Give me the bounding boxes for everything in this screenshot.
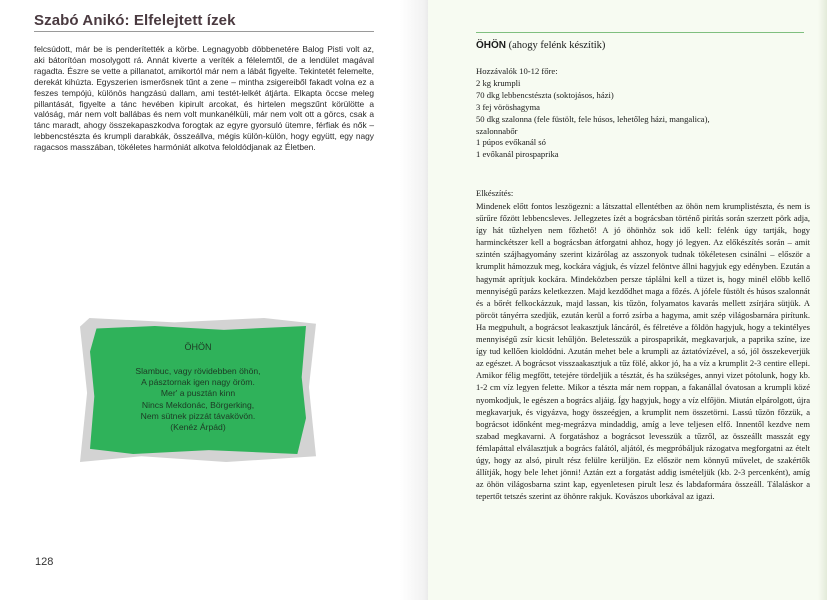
ingredient-item: 1 púpos evőkanál só xyxy=(476,137,546,148)
recipe-subtitle: (ahogy felénk készítik) xyxy=(506,40,606,51)
ingredient-item: 2 kg krumpli xyxy=(476,77,521,88)
poem-line: Mer' a pusztán kinn xyxy=(160,388,236,399)
ingredient-item: 50 dkg szalonna (fele füstölt, fele húsos, lehetőleg házi, mangalica), xyxy=(476,113,710,124)
ingredients-list xyxy=(476,66,810,161)
ingredient-item: 3 fej vöröshagyma xyxy=(476,101,540,112)
method-heading: Elkészítés: xyxy=(476,188,514,198)
page-number: 128 xyxy=(35,556,54,568)
recipe-name: ÖHÖN xyxy=(476,40,506,51)
story-paragraph: felcsúdott, már be is penderítették a körbe. Legnagyobb döbbenetére Balog Pisti volt az, aki bátorítóan mosolygott rá. Annát kiverte a veríték a félelemtől, de a lendület magával ragadta. Észre se vette a pillanatot, amikortól már nem a lábát figyelte. Tekintetét felemelte, derekát kihúzta. Egyszerien ismerősnek tűnt a zene – mintha zsigereiből fakadt volna ez a feszes tempójú, különös hangzású dallam, ami testét-lelkét átjárta. Elkapta öccse meleg pillantását, figyelte a tánc hevében kipirult arcokat, és hirtelen megszűnt körülötte a valóság, már nem volt ballábas és nem volt munkanélküli, már nem volt ott a görcs, csak a tánc maradt, ahogy összekapaszkodva forogtak az egyre gyorsuló ütemre, férfiak és nők – lebbencstészta és krumpli darabkák, összeállva, mégis külön-külön, hogy együtt, egy nagy ragacsos masszában, tökéletes harmóniát alkotva feloldódjanak az Életben. xyxy=(34,44,374,153)
poem-line: Nincs Mekdonác, Börgerking, xyxy=(141,399,255,410)
method-text: Mindenek előtt fontos leszögezni: a látszattal ellentétben az öhön nem krumplistészta, és nem is sűrűre főzött lebbencsleves. Jellegzetes ízét a bográcsban történő pirítás során szerzett pörk adja, így hát tűzhelyen nem főzhető! A jó öhönhöz sok idő kell: felénk úgy tartják, hogy harminckétszer kell a bográcsban átforgatni ahhoz, hogy jó legyen. Az előkészítés során – amit szintén szájhagyomány szerint kizárólag az asszonyok tudnak tökéletesen csinálni – először a krumplit hámozzuk meg, kockára vágjuk, és vízzel felöntve állni hagyjuk egy edényben. Ezután a hagymát aprítjuk kockára. Mindeközben persze táplálni kell a tüzet is, hogy minél előbb kellő mennyiségű parázs keletkezzen. Majd kezdődhet maga a főzés. A jófele füstölt és húsos szalonnát és a bőrét felkockázzuk, majd lassan, kis tűzön, folyamatos kavarás mellett zsírjára sütjük. A pörcöt tányérra szedjük, ezután kerül a forró zsírba a hagyma, amit szép világosbarnára pirítunk. Ha megpuhult, a bográcsot leakasztjuk láncáról, és félretéve a földön hagyjuk, hogy a tekintélyes mennyiségű zsír kicsit lehűljön. Beletesszük a pirospaprikát, megkavarjuk, a paprika színe, ize így tud kellően kioldódni. Azután mehet bele a krumpli az áztatóvízével, a só, jól összekeverjük az egészet. A bográcsot visszaakasztjuk a tűz fölé, akkor jó, ha a víz a krumplit 2-3 centire ellepi. Amikor félig megfőtt, tetejére tördeljük a tésztát, és ha szükséges, annyi vizet pótolunk, hogy kb. 1-2 cm víz legyen felette. Mikor a tészta már nem roppan, a fakanállal óvatosan a krumpli közé nyomkodjuk, le egészen a bogrács aljáig. Így hagyjuk, hogy a víz elfőjön. Miután elpárolgott, újra megkavarjuk, és vigyázva, hogy összeégjen, a krumplit nem összetörni. Lassú tűzön főzzük, a bográcsot időnként meg-megrázva mindaddig, amíg a leve teljesen elfő. Innentől kezdve nem szabad megkavarni. A forgatáshoz a bográcsot levesszük a tűzről, az összeállt masszát egy fémlapáttal elválasztjuk a bogrács falától, aljától, és megpróbáljuk rázogatva megforgatni az ételt úgy, hogy az alsó, pirult rész felülre kerüljön. Ez először nem könnyű művelet, de szakértők állítják, hogy bele lehet jönni! Aztán ezt a forgatást addig ismételjük (kb. 2-3 percenként), amíg az öhön világosbarna szint kap, egyenletesen pirult lesz és labdaformára összeáll. Tálaláskor a tepertőt tetszés szerint az öhönre rakjuk. Kovászos uborkával az igazi. xyxy=(476,201,811,502)
ingredient-item: 70 dkg lebbencstészta (soktojásos, házi) xyxy=(476,89,614,100)
ingredient-item: szalonnabőr xyxy=(476,125,518,136)
poem-author: (Kenéz Árpád) xyxy=(170,422,226,433)
chapter-heading: Szabó Anikó: Elfelejtett ízek xyxy=(34,12,236,29)
poem-line: Slambuc, vagy rövidebben öhön, xyxy=(135,366,261,376)
recipe-top-rule xyxy=(476,32,804,33)
recipe-title xyxy=(476,40,605,51)
page-edge xyxy=(818,0,827,600)
poem-title: ÖHÖN xyxy=(184,342,212,352)
poem-line: Nem sütnek pizzát távakövön. xyxy=(140,410,256,421)
ingredient-item: 1 evőkanál pirospaprika xyxy=(476,149,559,160)
heading-divider xyxy=(34,31,374,32)
poem-body xyxy=(90,366,306,433)
ingredients-heading: Hozzávalók 10-12 főre: xyxy=(476,66,558,76)
poem-line: A pásztornak igen nagy öröm. xyxy=(141,377,255,388)
